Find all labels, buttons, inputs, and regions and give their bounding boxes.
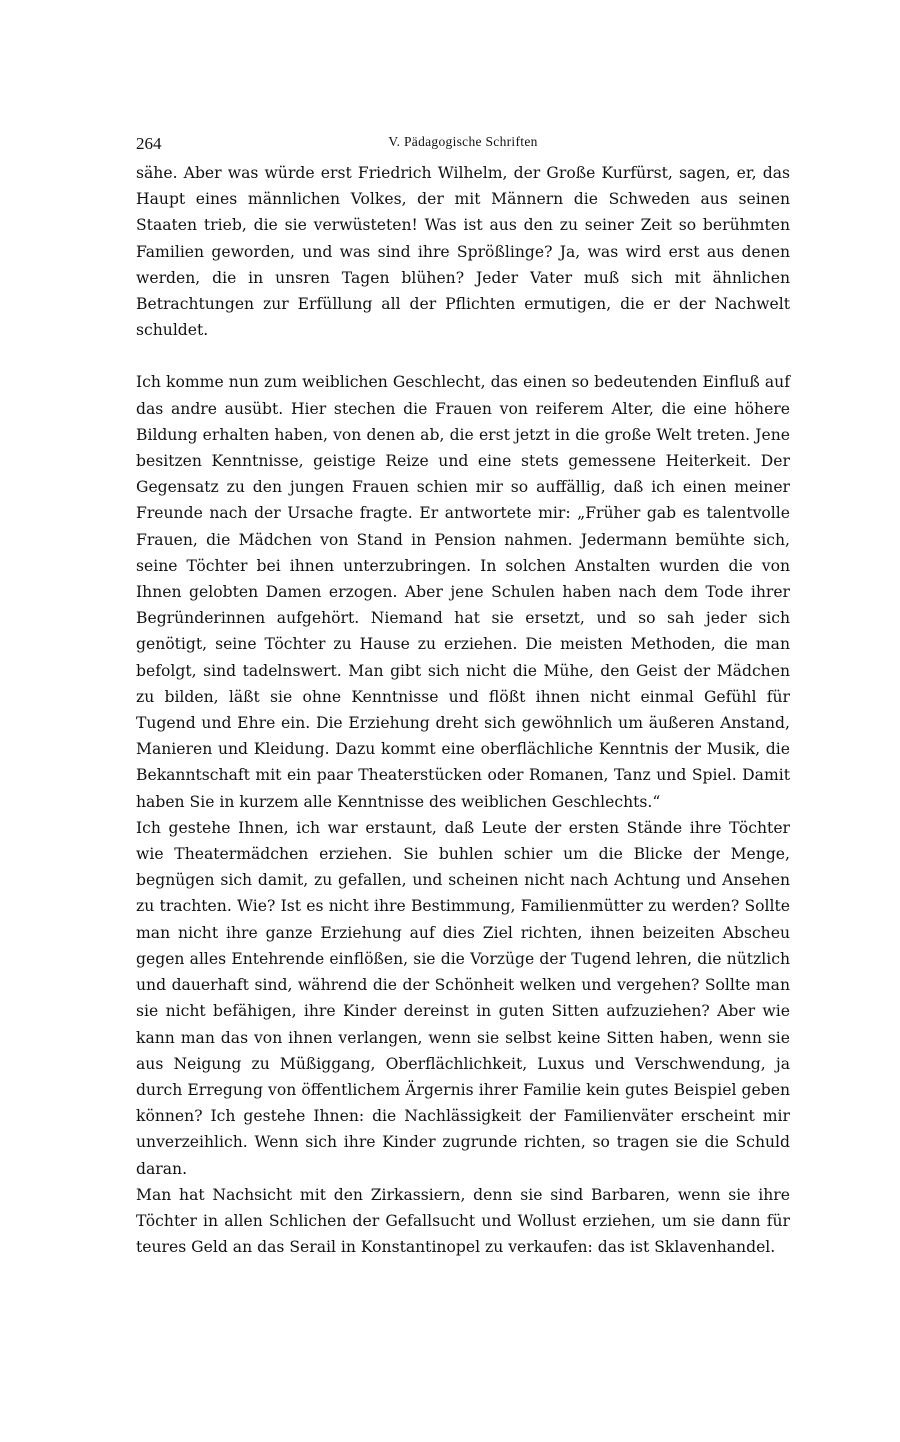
paragraph-3: Ich gestehe Ihnen, ich war erstaunt, daß Leute der ersten Stände ihre Töchter wie Theatermädchen erziehen. Sie buhlen schier um die Blicke der Menge, begnügen sich damit, zu gefallen, und scheinen nicht nach Achtung und Ansehen zu trachten. Wie? Ist es nicht ihre Bestimmung, Familienmütter zu werden? Sollte man nicht ihre ganze Erziehung auf dies Ziel richten, ihnen beizeiten Abscheu gegen alles Entehrende einflößen, sie die Vorzüge der Tugend lehren, die nützlich und dauerhaft sind, während die der Schönheit welken und vergehen? Sollte man sie nicht befähigen, ihre Kinder dereinst in guten Sitten aufzuziehen? Aber wie kann man das von ihnen verlangen, wenn sie selbst keine Sitten haben, wenn sie aus Neigung zu Müßiggang, Oberflächlichkeit, Luxus und Verschwendung, ja durch Erregung von öffentlichem Ärgernis ihrer Familie kein gutes Beispiel geben können? Ich gestehe Ihnen: die Nachlässigkeit der Familienväter erscheint mir unverzeihlich. Wenn sich ihre Kinder zugrunde richten, so tragen sie die Schuld daran. [136, 818, 790, 1178]
running-head: V. Pädagogische Schriften [388, 134, 538, 149]
paragraph-2: Ich komme nun zum weiblichen Geschlecht, das einen so bedeutenden Einfluß auf das andre ausübt. Hier stechen die Frauen von reiferem Alter, die eine höhere Bildung erhalten haben, von denen ab, die erst jetzt in die große Welt treten. Jene besitzen Kenntnisse, geistige Reize und eine stets gemessene Heiterkeit. Der Gegensatz zu den jungen Frauen schien mir so auffällig, daß ich einen meiner Freunde nach der Ursache fragte. Er antwortete mir: „Früher gab es talentvolle Frauen, die Mädchen von Stand in Pension nahmen. Jedermann bemühte sich, seine Töchter bei ihnen unterzubringen. In solchen Anstalten wurden die von Ihnen gelobten Damen erzogen. Aber jene Schulen haben nach dem Tode ihrer Begründerinnen aufgehört. Niemand hat sie ersetzt, und so sah jeder sich genötigt, seine Töchter zu Hause zu erziehen. Die meisten Methoden, die man befolgt, sind tadelnswert. Man gibt sich nicht die Mühe, den Geist der Mädchen zu bilden, läßt sie ohne Kenntnisse und flößt ihnen nicht einmal Gefühl für Tugend und Ehre ein. Die Erziehung dreht sich gewöhnlich um äußeren Anstand, Manieren und Kleidung. Dazu kommt eine oberflächliche Kenntnis der Musik, die Bekanntschaft mit ein paar Theaterstücken oder Romanen, Tanz und Spiel. Damit haben Sie in kurzem alle Kenntnisse des weiblichen Geschlechts.“ [136, 373, 790, 811]
book-page [136, 120, 790, 1260]
page-header [136, 120, 790, 160]
paragraph-4: Man hat Nachsicht mit den Zirkassiern, denn sie sind Barbaren, wenn sie ihre Töchter in allen Schlichen der Gefallsucht und Wollust erziehen, um sie dann für teures Geld an das Serail in Konstantinopel zu verkaufen: das ist Sklavenhandel. [136, 1185, 790, 1257]
body-text [136, 160, 790, 1260]
paragraph-1: sähe. Aber was würde erst Friedrich Wilhelm, der Große Kurfürst, sagen, er, das Haupt eines männlichen Volkes, der mit Männern die Schweden aus seinen Staaten trieb, die sie verwüsteten! Was ist aus den zu seiner Zeit so berühmten Familien geworden, und was sind ihre Sprößlinge? Ja, was wird erst aus denen werden, die in unsren Tagen blühen? Jeder Vater muß sich mit ähnlichen Betrachtungen zur Erfüllung all der Pflichten ermutigen, die er der Nachwelt schuldet. [136, 164, 790, 340]
page-number: 264 [136, 134, 162, 153]
